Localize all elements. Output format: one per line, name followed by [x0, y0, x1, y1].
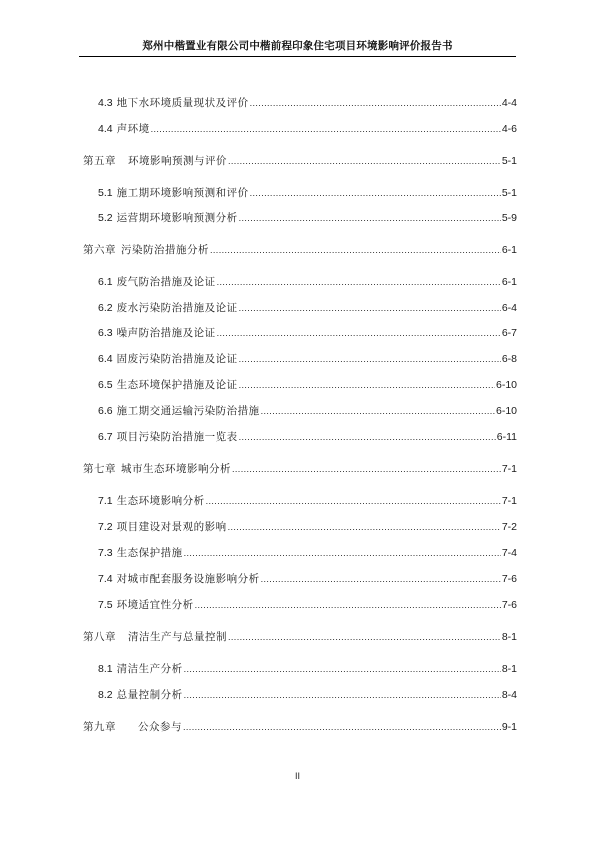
toc-chapter-title: 环境影响预测与评价 [128, 155, 227, 167]
toc-entry-5-1[interactable] [98, 186, 517, 200]
toc-entry-number: 7.2 [98, 521, 113, 533]
toc-entry-number: 4.3 [98, 97, 113, 109]
toc-entry-title: 对城市配套服务设施影响分析 [116, 573, 260, 585]
toc-dot-leader [184, 662, 501, 676]
toc-entry-4-3[interactable] [98, 96, 517, 110]
toc-chapter-number: 第九章 [83, 721, 116, 733]
toc-entry-7-5[interactable] [98, 598, 517, 612]
toc-entry-title: 地下水环境质量现状及评价 [116, 97, 249, 109]
toc-entry-page: 6-4 [501, 302, 517, 314]
toc-entry-title: 生态环境保护措施及论证 [116, 379, 238, 391]
toc-dot-leader [228, 630, 501, 644]
toc-entry-5-2[interactable] [98, 211, 517, 225]
toc-entry-number: 7.5 [98, 599, 113, 611]
toc-dot-leader [250, 186, 501, 200]
toc-chapter-6[interactable] [83, 243, 517, 257]
toc-entry-6-2[interactable] [98, 301, 517, 315]
toc-chapter-9[interactable] [83, 720, 517, 734]
toc-dot-leader [239, 378, 495, 392]
toc-entry-title: 总量控制分析 [116, 689, 183, 701]
toc-dot-leader [151, 122, 501, 136]
toc-dot-leader [210, 243, 501, 257]
toc-entry-title: 生态环境影响分析 [116, 495, 205, 507]
toc-entry-title: 环境适宜性分析 [116, 599, 194, 611]
toc-entry-page: 5-9 [501, 212, 517, 224]
toc-dot-leader [239, 352, 501, 366]
toc-entry-page: 8-1 [501, 631, 517, 643]
toc-entry-number: 6.1 [98, 276, 113, 288]
toc-entry-8-2[interactable] [98, 688, 517, 702]
toc-entry-page: 4-4 [501, 97, 517, 109]
toc-entry-6-3[interactable] [98, 326, 517, 340]
toc-dot-leader [228, 154, 501, 168]
toc-dot-leader [217, 275, 501, 289]
toc-entry-number: 6.2 [98, 302, 113, 314]
toc-entry-title: 生态保护措施 [116, 547, 183, 559]
toc-entry-7-4[interactable] [98, 572, 517, 586]
toc-entry-number: 6.4 [98, 353, 113, 365]
toc-chapter-title: 公众参与 [138, 721, 182, 733]
toc-entry-title: 清洁生产分析 [116, 663, 183, 675]
toc-dot-leader [228, 520, 501, 534]
toc-entry-page: 8-1 [501, 663, 517, 675]
toc-entry-number: 6.3 [98, 327, 113, 339]
toc-entry-7-3[interactable] [98, 546, 517, 560]
toc-chapter-5[interactable] [83, 154, 517, 168]
toc-entry-page: 5-1 [501, 155, 517, 167]
toc-dot-leader [217, 326, 501, 340]
toc-dot-leader [195, 598, 501, 612]
toc-entry-number: 7.1 [98, 495, 113, 507]
toc-entry-title: 施工期环境影响预测和评价 [116, 187, 249, 199]
toc-entry-number: 5.2 [98, 212, 113, 224]
toc-entry-title: 项目污染防治措施一览表 [116, 431, 238, 443]
toc-entry-title: 废水污染防治措施及论证 [116, 302, 238, 314]
toc-entry-number: 5.1 [98, 187, 113, 199]
toc-chapter-number: 第七章 [83, 463, 116, 475]
toc-entry-number: 8.1 [98, 663, 113, 675]
toc-dot-leader [184, 546, 501, 560]
toc-chapter-number: 第五章 [83, 155, 116, 167]
toc-dot-leader [239, 301, 501, 315]
toc-entry-page: 7-1 [501, 495, 517, 507]
toc-entry-page: 6-10 [495, 379, 517, 391]
toc-dot-leader [184, 688, 501, 702]
toc-chapter-title: 清洁生产与总量控制 [128, 631, 227, 643]
toc-entry-6-1[interactable] [98, 275, 517, 289]
header-divider [79, 56, 516, 57]
toc-entry-page: 4-6 [501, 123, 517, 135]
toc-dot-leader [261, 572, 501, 586]
toc-entry-8-1[interactable] [98, 662, 517, 676]
toc-dot-leader [250, 96, 501, 110]
toc-entry-number: 8.2 [98, 689, 113, 701]
toc-chapter-title: 城市生态环境影响分析 [121, 463, 231, 475]
toc-entry-title: 施工期交通运输污染防治措施 [116, 405, 260, 417]
toc-dot-leader [239, 211, 501, 225]
toc-entry-title: 噪声防治措施及论证 [116, 327, 216, 339]
toc-entry-page: 6-11 [496, 431, 517, 443]
toc-dot-leader [206, 494, 501, 508]
toc-dot-leader [232, 462, 501, 476]
toc-entry-page: 8-4 [501, 689, 517, 701]
toc-dot-leader [261, 404, 495, 418]
toc-entry-6-5[interactable] [98, 378, 517, 392]
toc-entry-7-2[interactable] [98, 520, 517, 534]
toc-entry-number: 7.4 [98, 573, 113, 585]
toc-chapter-number: 第六章 [83, 244, 116, 256]
toc-entry-number: 6.6 [98, 405, 113, 417]
toc-entry-page: 6-1 [501, 244, 517, 256]
toc-chapter-8[interactable] [83, 630, 517, 644]
toc-entry-title: 声环境 [116, 123, 150, 135]
toc-entry-page: 5-1 [501, 187, 517, 199]
toc-entry-page: 6-8 [501, 353, 517, 365]
toc-entry-title: 运营期环境影响预测分析 [116, 212, 238, 224]
toc-entry-page: 7-6 [501, 573, 517, 585]
toc-entry-page: 7-4 [501, 547, 517, 559]
toc-entry-number: 7.3 [98, 547, 113, 559]
toc-entry-title: 废气防治措施及论证 [116, 276, 216, 288]
toc-entry-title: 项目建设对景观的影响 [116, 521, 227, 533]
toc-dot-leader [183, 720, 501, 734]
toc-entry-6-4[interactable] [98, 352, 517, 366]
toc-dot-leader [239, 430, 496, 444]
toc-entry-number: 6.5 [98, 379, 113, 391]
toc-entry-page: 6-10 [495, 405, 517, 417]
report-title: 郑州中楷置业有限公司中楷前程印象住宅项目环境影响评价报告书 [142, 40, 453, 52]
toc-entry-page: 7-2 [501, 521, 517, 533]
toc-chapter-number: 第八章 [83, 631, 116, 643]
toc-entry-title: 固废污染防治措施及论证 [116, 353, 238, 365]
toc-entry-page: 7-1 [501, 463, 517, 475]
toc-entry-number: 6.7 [98, 431, 113, 443]
toc-chapter-7[interactable] [83, 462, 517, 476]
toc-entry-page: 7-6 [501, 599, 517, 611]
page-number: II [294, 771, 300, 781]
toc-entry-number: 4.4 [98, 123, 113, 135]
toc-entry-6-6[interactable] [98, 404, 517, 418]
toc-entry-page: 9-1 [501, 721, 517, 733]
toc-entry-6-7[interactable] [98, 430, 517, 444]
toc-entry-4-4[interactable] [98, 122, 517, 136]
toc-entry-page: 6-1 [501, 276, 517, 288]
toc-entry-7-1[interactable] [98, 494, 517, 508]
toc-chapter-title: 污染防治措施分析 [121, 244, 209, 256]
toc-entry-page: 6-7 [501, 327, 517, 339]
